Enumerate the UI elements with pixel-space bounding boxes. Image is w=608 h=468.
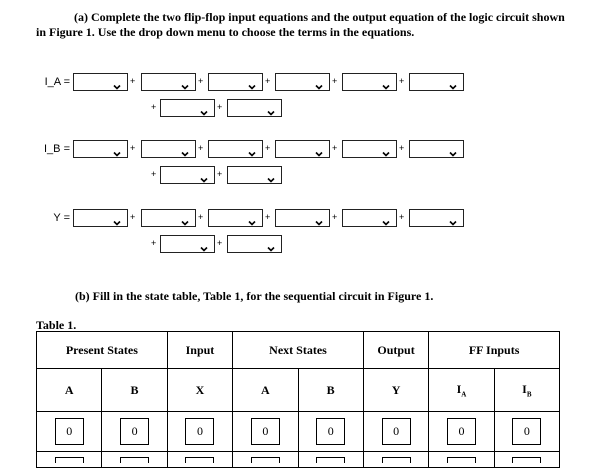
header-next-states: Next States <box>233 332 364 369</box>
header-ff-inputs: FF Inputs <box>429 332 560 369</box>
term-dropdown[interactable] <box>141 73 196 91</box>
plus-operator: + <box>332 143 338 153</box>
column-header-letter: A <box>64 382 74 397</box>
term-dropdown[interactable] <box>227 99 282 117</box>
table-cell <box>494 412 559 452</box>
plus-operator: + <box>130 76 136 86</box>
state-value-input[interactable] <box>382 457 411 463</box>
plus-operator: + <box>151 169 157 179</box>
term-dropdown[interactable] <box>227 166 282 184</box>
equation-label: Y = <box>53 212 70 224</box>
chevron-down-icon <box>200 240 208 248</box>
chevron-down-icon <box>248 145 256 153</box>
plus-operator: + <box>198 143 204 153</box>
table-cell <box>363 412 428 452</box>
term-dropdown[interactable] <box>73 209 128 227</box>
column-header-letter: B <box>130 382 139 397</box>
term-dropdown[interactable] <box>342 140 397 158</box>
table-cell <box>233 412 298 452</box>
chevron-down-icon <box>200 171 208 179</box>
term-dropdown[interactable] <box>208 209 263 227</box>
table-cell <box>37 412 102 452</box>
term-dropdown[interactable] <box>409 140 464 158</box>
column-header <box>102 369 167 412</box>
state-value-input[interactable] <box>55 457 84 463</box>
column-header-letter: A <box>260 382 270 397</box>
table-cell <box>298 412 363 452</box>
column-header-letter: I <box>522 381 527 396</box>
chevron-down-icon <box>113 145 121 153</box>
plus-operator: + <box>217 102 223 112</box>
table-cell <box>102 412 167 452</box>
column-header-subscript: B <box>526 390 532 399</box>
state-value-input[interactable]: 0 <box>512 418 541 445</box>
column-header-letter: X <box>195 382 205 397</box>
term-dropdown[interactable] <box>275 209 330 227</box>
term-dropdown[interactable] <box>208 73 263 91</box>
term-dropdown[interactable] <box>409 209 464 227</box>
plus-operator: + <box>399 212 405 222</box>
plus-operator: + <box>265 76 271 86</box>
part-a-instruction: (a) Complete the two flip-flop input equations and the output equation of the logic circuit shown in Figure 1. Use the drop down menu to choose the terms in the equations. <box>36 10 565 39</box>
chevron-down-icon <box>248 78 256 86</box>
plus-operator: + <box>265 212 271 222</box>
state-value-input[interactable]: 0 <box>316 418 345 445</box>
state-value-input[interactable]: 0 <box>447 418 476 445</box>
plus-operator: + <box>130 212 136 222</box>
state-value-input[interactable]: 0 <box>382 418 411 445</box>
equation-label: I_B = <box>44 143 70 155</box>
term-dropdown[interactable] <box>141 140 196 158</box>
chevron-down-icon <box>449 78 457 86</box>
term-dropdown[interactable] <box>275 140 330 158</box>
header-input: Input <box>167 332 232 369</box>
table-cell <box>429 412 494 452</box>
chevron-down-icon <box>315 145 323 153</box>
term-dropdown[interactable] <box>409 73 464 91</box>
column-header-letter: Y <box>391 382 401 397</box>
chevron-down-icon <box>382 78 390 86</box>
term-dropdown[interactable] <box>73 73 128 91</box>
equation-label: I_A = <box>44 76 70 88</box>
chevron-down-icon <box>181 145 189 153</box>
column-header-letter: I <box>456 381 462 396</box>
plus-operator: + <box>332 76 338 86</box>
chevron-down-icon <box>113 78 121 86</box>
chevron-down-icon <box>449 214 457 222</box>
chevron-down-icon <box>200 104 208 112</box>
chevron-down-icon <box>181 214 189 222</box>
state-value-input[interactable] <box>185 457 214 463</box>
term-dropdown[interactable] <box>73 140 128 158</box>
column-header-letter: B <box>326 382 335 397</box>
table-caption: Table 1. <box>36 318 77 332</box>
chevron-down-icon <box>449 145 457 153</box>
plus-operator: + <box>265 143 271 153</box>
plus-operator: + <box>198 76 204 86</box>
term-dropdown[interactable] <box>160 99 215 117</box>
column-header-subscript: A <box>461 390 467 399</box>
plus-operator: + <box>130 143 136 153</box>
table-cell <box>167 412 232 452</box>
chevron-down-icon <box>382 214 390 222</box>
column-header <box>298 369 363 412</box>
term-dropdown[interactable] <box>141 209 196 227</box>
header-present-states: Present States <box>37 332 168 369</box>
chevron-down-icon <box>315 214 323 222</box>
state-table <box>36 331 560 468</box>
plus-operator: + <box>399 76 405 86</box>
part-b-instruction: (b) Fill in the state table, Table 1, for the sequential circuit in Figure 1. <box>75 289 434 303</box>
column-header <box>167 369 232 412</box>
chevron-down-icon <box>315 78 323 86</box>
state-value-input[interactable] <box>120 457 149 463</box>
chevron-down-icon <box>248 214 256 222</box>
term-dropdown[interactable] <box>160 166 215 184</box>
chevron-down-icon <box>267 104 275 112</box>
state-value-input[interactable] <box>251 457 280 463</box>
column-header <box>429 369 494 412</box>
column-header <box>494 369 559 412</box>
column-header <box>363 369 428 412</box>
term-dropdown[interactable] <box>208 140 263 158</box>
plus-operator: + <box>151 102 157 112</box>
state-value-input[interactable] <box>316 457 345 463</box>
plus-operator: + <box>198 212 204 222</box>
term-dropdown[interactable] <box>227 235 282 253</box>
state-value-input[interactable] <box>447 457 476 463</box>
column-header <box>233 369 298 412</box>
plus-operator: + <box>151 238 157 248</box>
plus-operator: + <box>217 238 223 248</box>
chevron-down-icon <box>181 78 189 86</box>
term-dropdown[interactable] <box>160 235 215 253</box>
state-value-input[interactable]: 0 <box>120 418 149 445</box>
plus-operator: + <box>399 143 405 153</box>
plus-operator: + <box>332 212 338 222</box>
chevron-down-icon <box>267 171 275 179</box>
state-value-input[interactable] <box>512 457 541 463</box>
term-dropdown[interactable] <box>342 209 397 227</box>
state-value-input[interactable]: 0 <box>251 418 280 445</box>
column-header <box>37 369 102 412</box>
state-value-input[interactable]: 0 <box>185 418 214 445</box>
term-dropdown[interactable] <box>342 73 397 91</box>
chevron-down-icon <box>113 214 121 222</box>
chevron-down-icon <box>382 145 390 153</box>
plus-operator: + <box>217 169 223 179</box>
header-output: Output <box>363 332 428 369</box>
chevron-down-icon <box>267 240 275 248</box>
state-value-input[interactable]: 0 <box>55 418 84 445</box>
term-dropdown[interactable] <box>275 73 330 91</box>
